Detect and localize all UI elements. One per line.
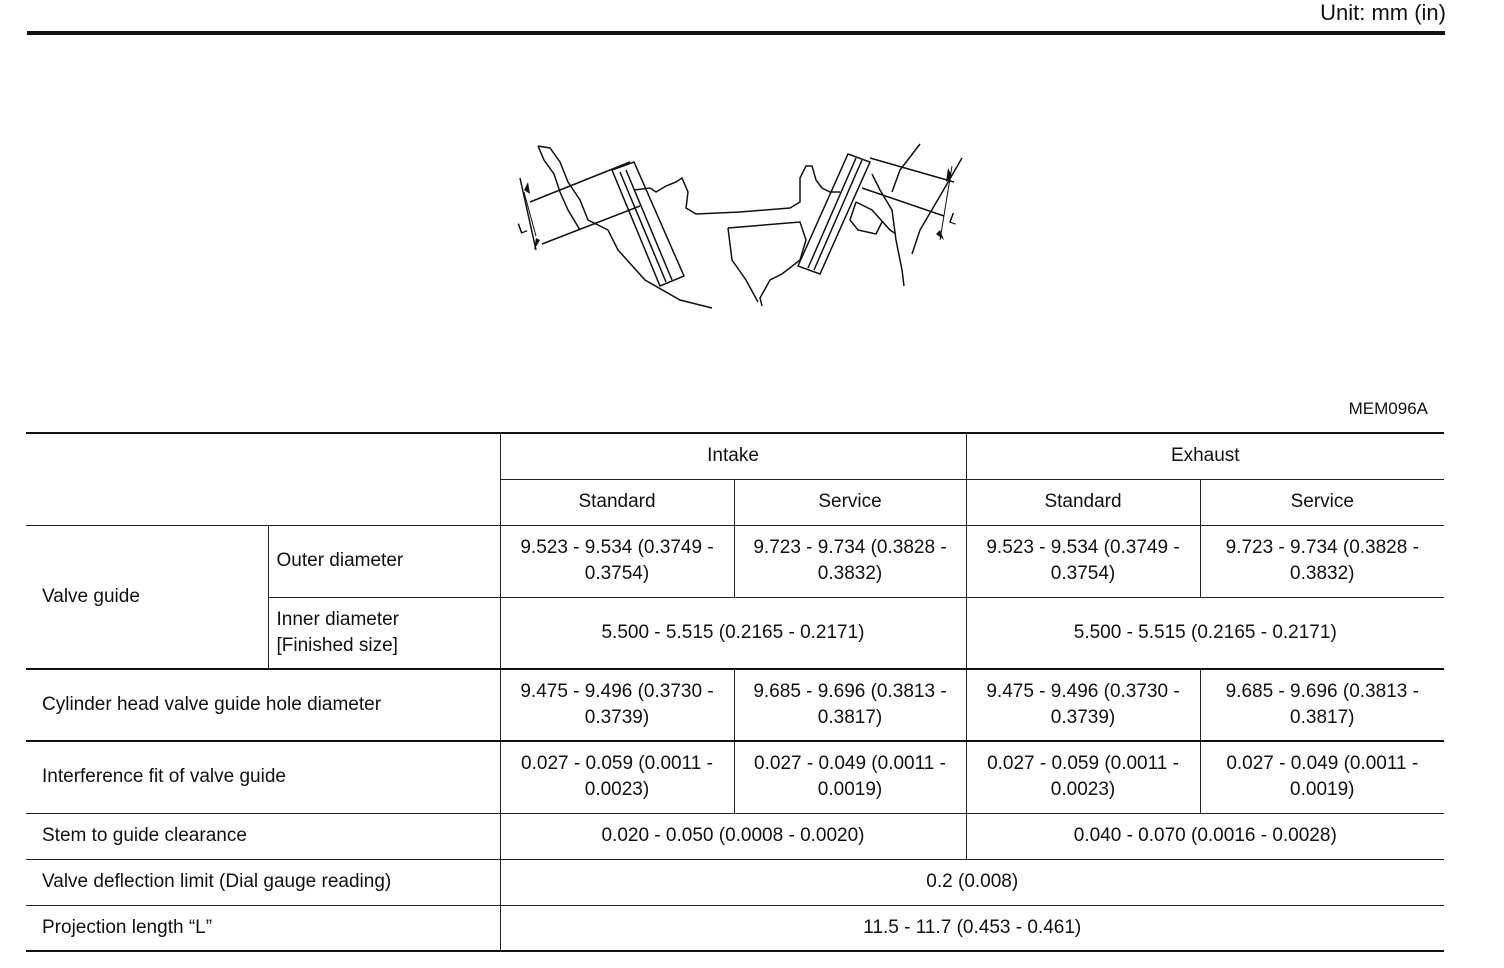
interference-exhaust-standard: 0.027 - 0.059 (0.0011 - 0.0023) <box>966 741 1200 813</box>
hole-diameter-label: Cylinder head valve guide hole diameter <box>26 669 500 741</box>
header-row-1 <box>26 433 1444 479</box>
inner-diameter-label <box>268 597 500 669</box>
interference-exhaust-service: 0.027 - 0.049 (0.0011 - 0.0019) <box>1200 741 1444 813</box>
header-intake-service: Service <box>734 479 966 525</box>
row-deflection <box>26 859 1444 905</box>
hole-intake-service: 9.685 - 9.696 (0.3813 - 0.3817) <box>734 669 966 741</box>
row-hole-diameter <box>26 669 1444 741</box>
interference-intake-service: 0.027 - 0.049 (0.0011 - 0.0019) <box>734 741 966 813</box>
header-exhaust-standard: Standard <box>966 479 1200 525</box>
header-exhaust-service: Service <box>1200 479 1444 525</box>
interference-intake-standard: 0.027 - 0.059 (0.0011 - 0.0023) <box>500 741 734 813</box>
hole-intake-standard: 9.475 - 9.496 (0.3730 - 0.3739) <box>500 669 734 741</box>
deflection-value: 0.2 (0.008) <box>500 859 1444 905</box>
inner-diameter-label-line2: [Finished size] <box>276 634 398 656</box>
outer-intake-service: 9.723 - 9.734 (0.3828 - 0.3832) <box>734 525 966 597</box>
outer-exhaust-standard: 9.523 - 9.534 (0.3749 - 0.3754) <box>966 525 1200 597</box>
dimension-label-left: L <box>515 218 530 238</box>
dimension-label-right: L <box>946 209 961 229</box>
header-blank <box>26 433 500 525</box>
figure-code: MEM096A <box>1348 399 1428 418</box>
row-projection <box>26 905 1444 951</box>
deflection-label: Valve deflection limit (Dial gauge reading) <box>26 859 500 905</box>
inner-intake: 5.500 - 5.515 (0.2165 - 0.2171) <box>500 597 966 669</box>
outer-intake-standard: 9.523 - 9.534 (0.3749 - 0.3754) <box>500 525 734 597</box>
outer-exhaust-service: 9.723 - 9.734 (0.3828 - 0.3832) <box>1200 525 1444 597</box>
clearance-exhaust: 0.040 - 0.070 (0.0016 - 0.0028) <box>966 813 1444 859</box>
row-clearance <box>26 813 1444 859</box>
row-outer-diameter <box>26 525 1444 597</box>
unit-label: Unit: mm (in) <box>1320 0 1446 25</box>
hole-exhaust-standard: 9.475 - 9.496 (0.3730 - 0.3739) <box>966 669 1200 741</box>
valve-guide-label: Valve guide <box>26 525 268 669</box>
row-interference-fit <box>26 741 1444 813</box>
inner-diameter-label-line1: Inner diameter <box>276 608 400 630</box>
top-rule <box>27 31 1445 35</box>
clearance-label: Stem to guide clearance <box>26 813 500 859</box>
clearance-intake: 0.020 - 0.050 (0.0008 - 0.0020) <box>500 813 966 859</box>
outer-diameter-label: Outer diameter <box>268 525 500 597</box>
interference-label: Interference fit of valve guide <box>26 741 500 813</box>
valve-guide-diagram <box>500 130 980 320</box>
spec-table <box>26 432 1444 952</box>
inner-exhaust: 5.500 - 5.515 (0.2165 - 0.2171) <box>966 597 1444 669</box>
projection-label: Projection length “L” <box>26 905 500 951</box>
header-intake: Intake <box>500 433 966 479</box>
header-exhaust: Exhaust <box>966 433 1444 479</box>
projection-value: 11.5 - 11.7 (0.453 - 0.461) <box>500 905 1444 951</box>
header-intake-standard: Standard <box>500 479 734 525</box>
hole-exhaust-service: 9.685 - 9.696 (0.3813 - 0.3817) <box>1200 669 1444 741</box>
